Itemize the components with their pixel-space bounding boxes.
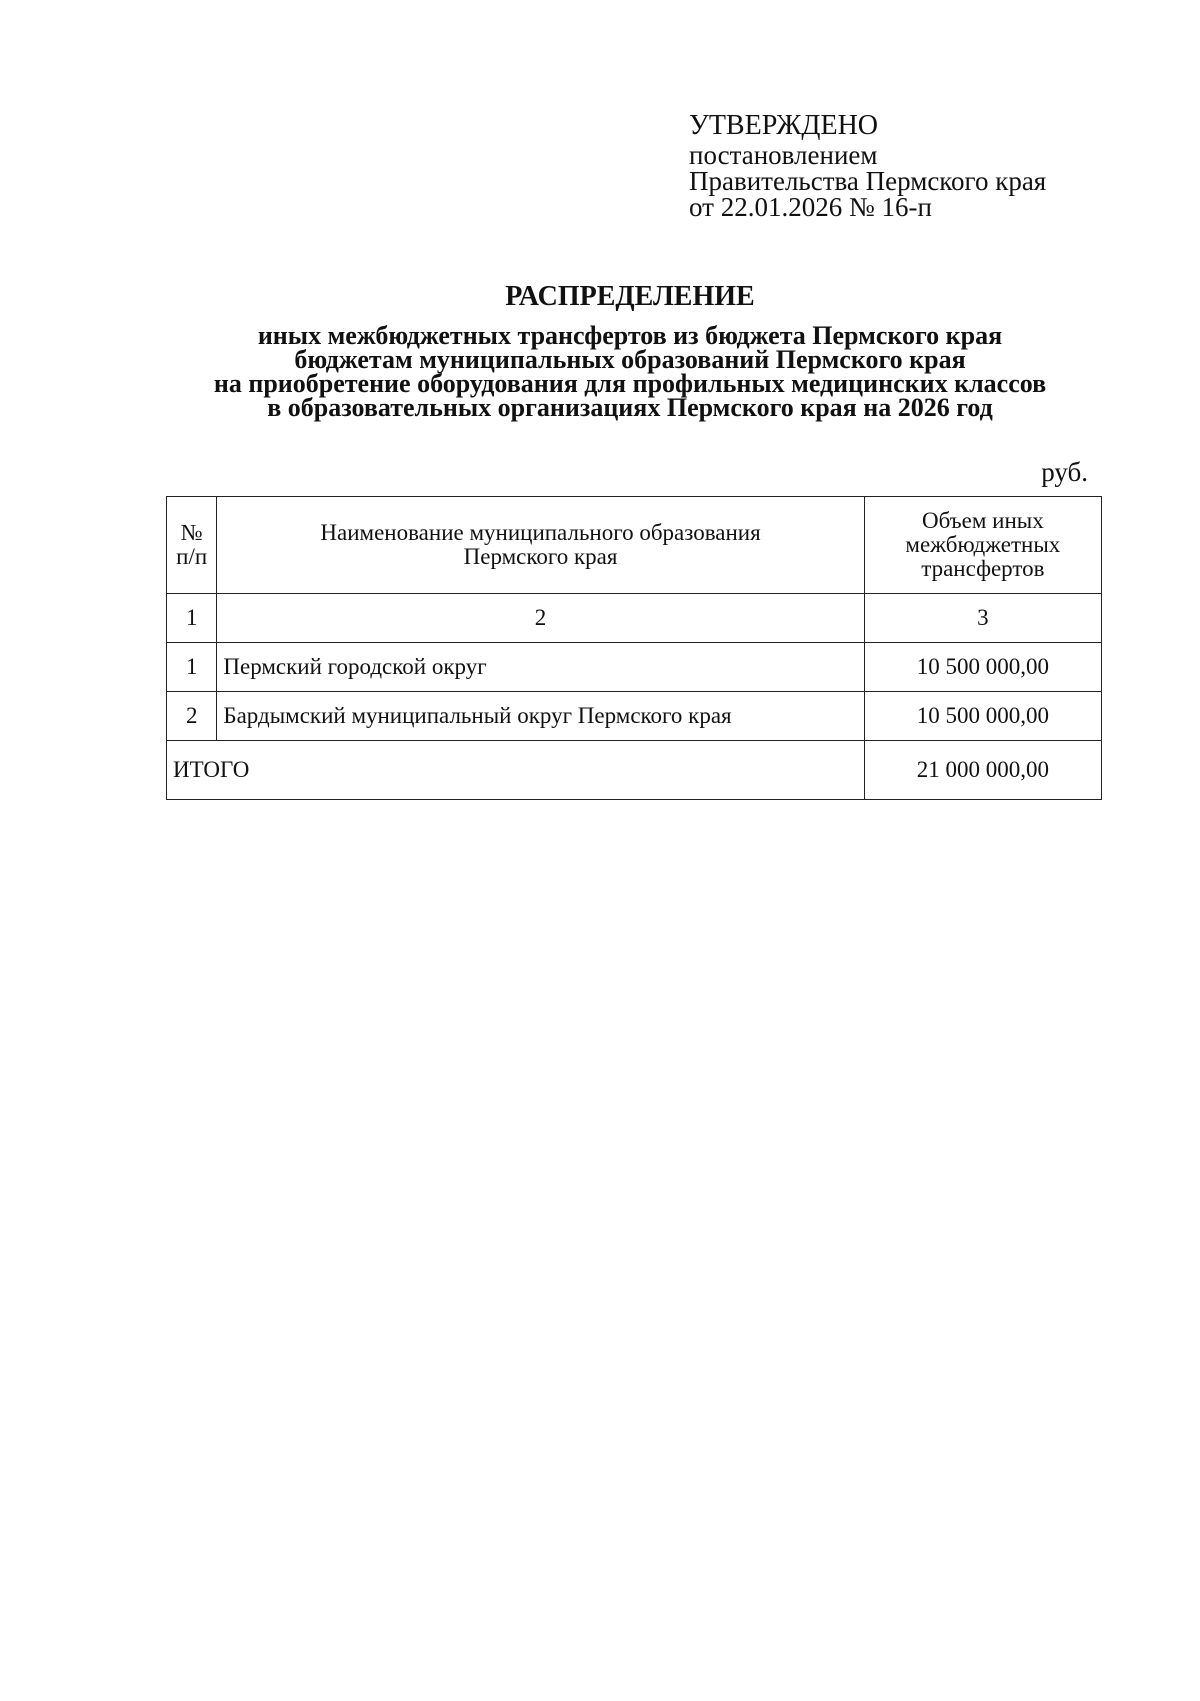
approval-line-government: Правительства Пермского края: [689, 166, 1047, 196]
header-name-line-1: Наименование муниципального образования: [320, 520, 761, 545]
column-number-cell: 1: [167, 594, 217, 643]
column-number-cell: 3: [864, 594, 1101, 643]
header-name-line-2: Пермского края: [463, 544, 618, 569]
subtitle-line-2: бюджетам муниципальных образований Пермского края: [294, 345, 966, 374]
header-volume-line-1: Объем иных: [922, 508, 1044, 533]
subtitle-line-1: иных межбюджетных трансфертов из бюджета Пермского края: [257, 321, 1003, 350]
row-number: 1: [167, 643, 217, 692]
document-subtitle: [100, 321, 1160, 422]
approval-line-date-number: от 22.01.2026 № 16-п: [689, 192, 932, 222]
column-number-cell: 2: [217, 594, 864, 643]
total-row: [167, 741, 1102, 800]
approval-heading: УТВЕРЖДЕНО: [689, 110, 879, 141]
column-number-row: [167, 594, 1102, 643]
header-volume-line-2: межбюджетных: [905, 532, 1061, 557]
municipality-name: Бардымский муниципальный округ Пермского края: [217, 692, 864, 741]
total-amount: 21 000 000,00: [864, 741, 1101, 800]
header-number-line-1: №: [180, 520, 203, 545]
table-row: [167, 692, 1102, 741]
approval-stamp: [689, 110, 1046, 220]
table-header-row: [167, 497, 1102, 594]
header-number-line-2: п/п: [176, 544, 208, 569]
distribution-table: [166, 496, 1102, 800]
header-transfer-volume: [864, 497, 1101, 594]
table-row: [167, 643, 1102, 692]
document-title: РАСПРЕДЕЛЕНИЕ: [505, 281, 755, 312]
currency-unit: руб.: [1041, 457, 1088, 487]
subtitle-line-3: на приобретение оборудования для профильных медицинских классов: [213, 369, 1047, 398]
row-number: 2: [167, 692, 217, 741]
subtitle-line-4: в образовательных организациях Пермского края на 2026 год: [267, 393, 993, 422]
total-label: ИТОГО: [167, 741, 865, 800]
header-number: [167, 497, 217, 594]
transfer-amount: 10 500 000,00: [864, 692, 1101, 741]
transfer-amount: 10 500 000,00: [864, 643, 1101, 692]
header-volume-line-3: трансфертов: [921, 556, 1045, 581]
approval-line-decree: постановлением: [689, 140, 878, 170]
municipality-name: Пермский городской округ: [217, 643, 864, 692]
header-municipality-name: [217, 497, 864, 594]
